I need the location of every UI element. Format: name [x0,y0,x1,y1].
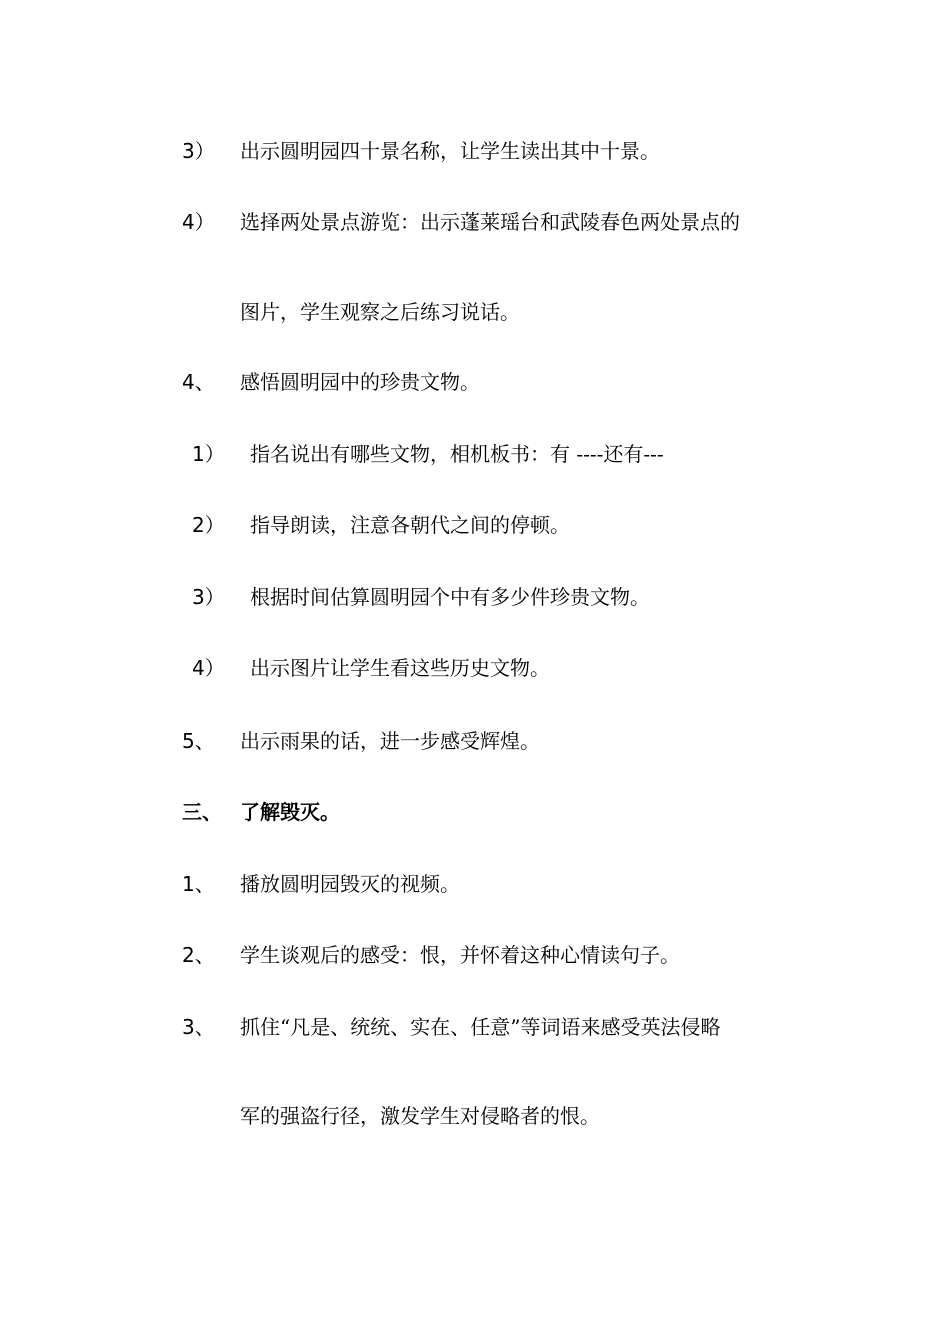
item-number: 3） [182,139,215,163]
item-number: 1、 [182,872,215,896]
item-text: 播放圆明园毁灭的视频。 [240,872,460,896]
section-number: 三、 [182,800,222,824]
item-text: 出示图片让学生看这些历史文物。 [250,656,550,680]
item-text: 抓住“凡是、统统、实在、任意”等词语来感受英法侵略 [240,1015,721,1039]
item-text: 指名说出有哪些文物，相机板书：有 ----还有--- [250,442,664,466]
item-text: 出示雨果的话，进一步感受辉煌。 [240,729,540,753]
item-text: 感悟圆明园中的珍贵文物。 [240,370,480,394]
item-number: 5、 [182,729,215,753]
item-number: 4、 [182,370,215,394]
item-text: 学生谈观后的感受：恨，并怀着这种心情读句子。 [240,943,680,967]
item-text: 选择两处景点游览：出示蓬莱瑶台和武陵春色两处景点的 [240,210,740,234]
item-text: 指导朗读，注意各朝代之间的停顿。 [250,513,570,537]
item-text: 军的强盗行径，激发学生对侵略者的恨。 [240,1104,600,1128]
item-number: 2） [192,513,225,537]
item-number: 2、 [182,943,215,967]
section-title: 了解毁灭。 [240,800,340,824]
item-number: 4） [182,210,215,234]
item-text: 出示圆明园四十景名称，让学生读出其中十景。 [240,139,660,163]
item-text: 图片，学生观察之后练习说话。 [240,300,520,324]
item-number: 4） [192,656,225,680]
item-text: 根据时间估算圆明园个中有多少件珍贵文物。 [250,585,650,609]
item-number: 3、 [182,1015,215,1039]
item-number: 3） [192,585,225,609]
item-number: 1） [192,442,225,466]
